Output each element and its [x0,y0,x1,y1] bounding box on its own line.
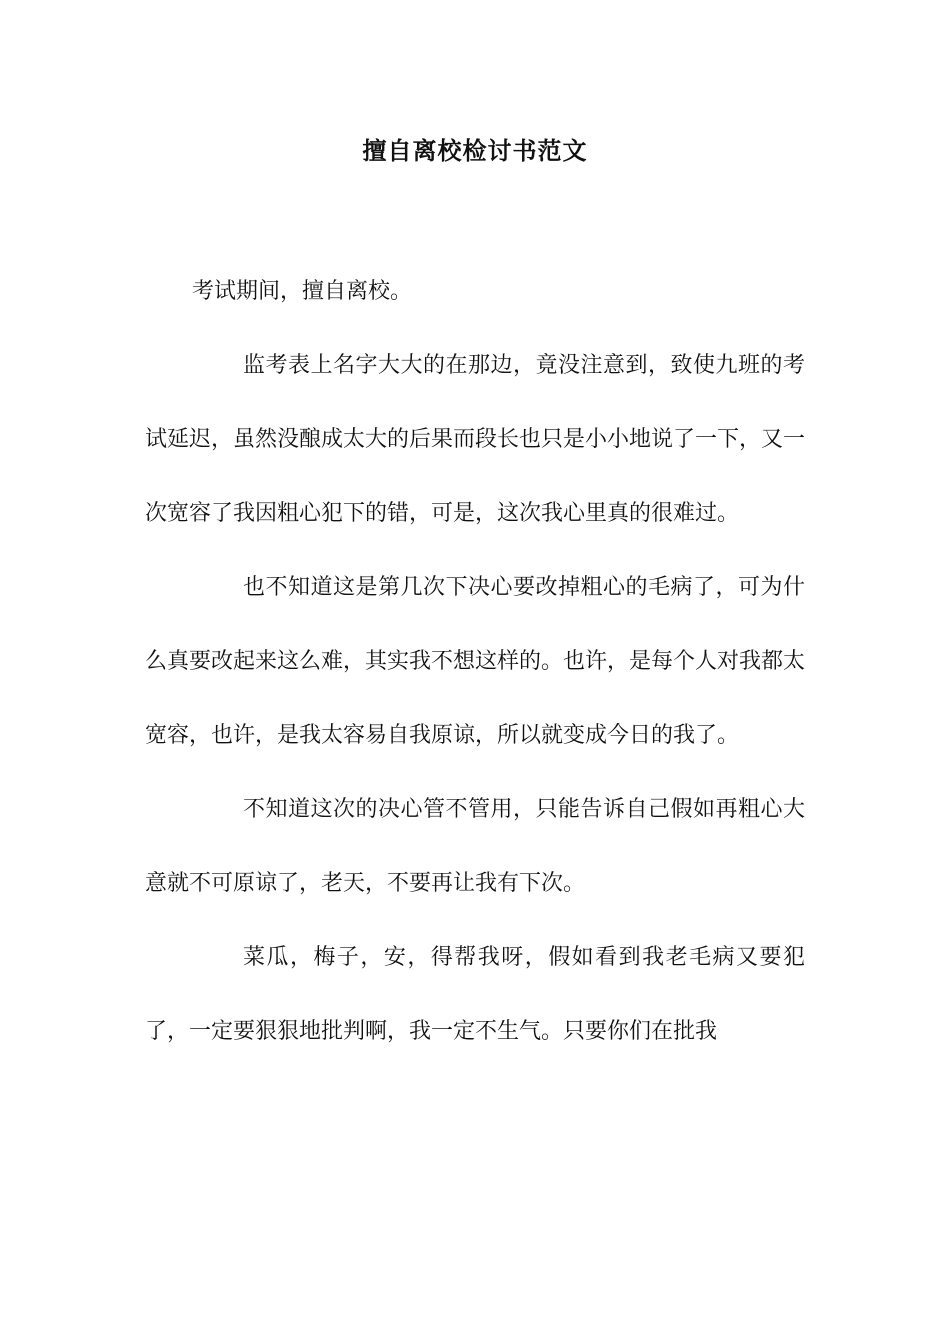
document-body [145,255,805,1069]
paragraph-carelessness: 也不知道这是第几次下决心要改掉粗心的毛病了，可为什么真要改起来这么难，其实我不想这样的。也许，是每个人对我都太宽容，也许，是我太容易自我原谅，所以就变成今日的我了。 [145,575,806,748]
document-title: 擅自离校检讨书范文 [362,136,588,165]
paragraph-resolution: 不知道这次的决心管不管用，只能告诉自己假如再粗心大意就不可原谅了，老天，不要再让我有下次。 [145,797,805,896]
paragraph-friends: 菜瓜，梅子，安，得帮我呀，假如看到我老毛病又要犯了，一定要狠狠地批判啊，我一定不生气。只要你们在批我 [145,945,805,1044]
paragraph-intro: 考试期间，擅自离校。 [192,279,413,304]
paragraph-exam-list: 监考表上名字大大的在那边，竟没注意到，致使九班的考试延迟，虽然没酿成太大的后果而段长也只是小小地说了一下，又一次宽容了我因粗心犯下的错，可是，这次我心里真的很难过。 [145,353,806,526]
